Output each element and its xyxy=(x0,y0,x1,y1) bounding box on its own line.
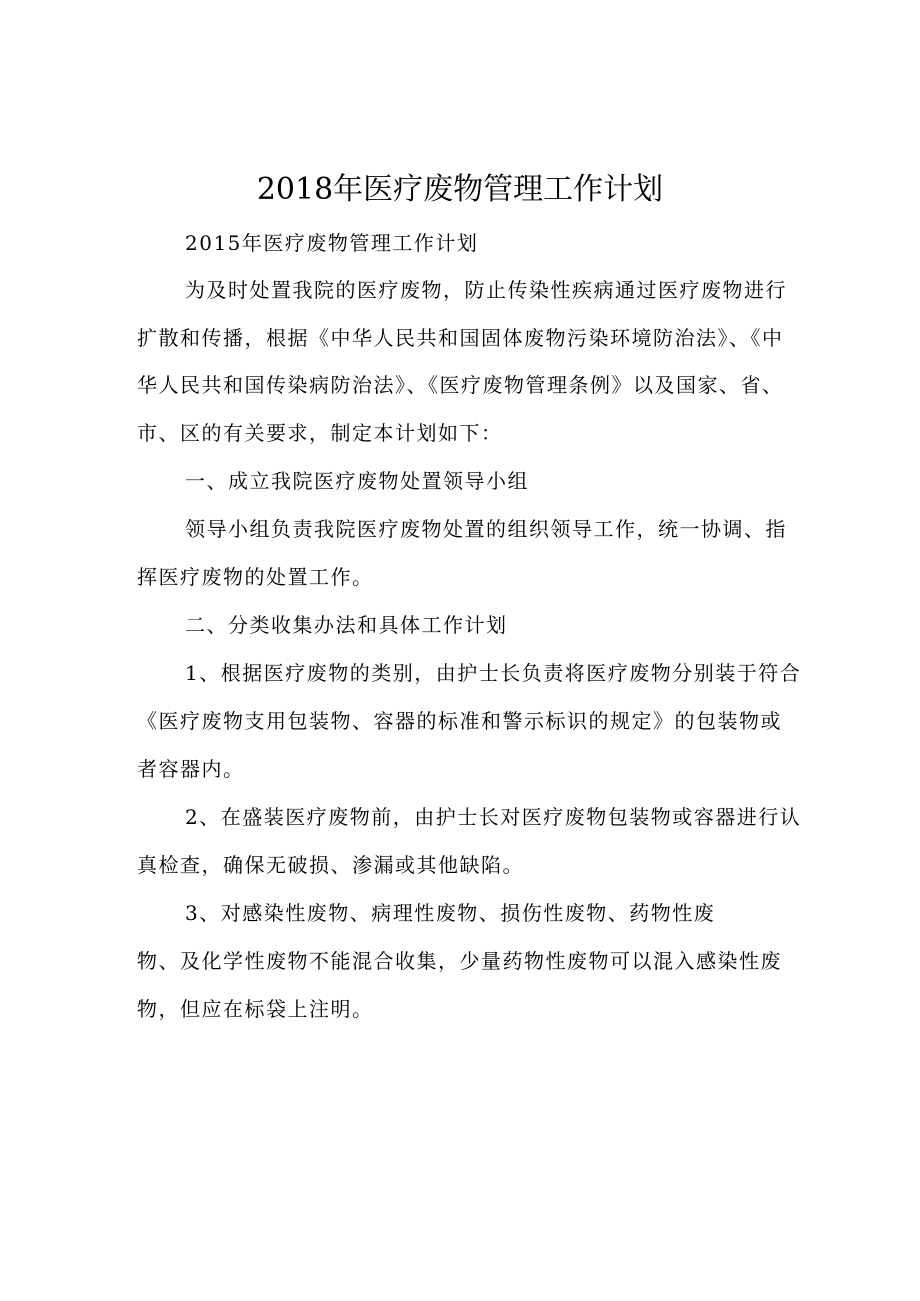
paragraph-2-line-1: 领导小组负责我院医疗废物处置的组织领导工作，统一协调、指 xyxy=(185,517,787,541)
item-3-line-2: 物、及化学性废物不能混合收集，少量药物性废物可以混入感染性废 xyxy=(137,949,782,973)
item-1-line-1: 1、根据医疗废物的类别，由护士长负责将医疗废物分别装于符合 xyxy=(185,661,802,685)
document-title: 2018年医疗废物管理工作计划 xyxy=(256,172,664,207)
section-heading-2: 二、分类收集办法和具体工作计划 xyxy=(185,613,508,637)
item-1-line-3: 者容器内。 xyxy=(137,757,245,781)
paragraph-1-line-2: 扩散和传播，根据《中华人民共和国固体废物污染环境防治法》、《中 xyxy=(137,326,784,350)
paragraph-2-line-2: 挥医疗废物的处置工作。 xyxy=(137,565,374,589)
section-heading-1: 一、成立我院医疗废物处置领导小组 xyxy=(185,469,529,493)
paragraph-1-line-1: 为及时处置我院的医疗废物，防止传染性疾病通过医疗废物进行 xyxy=(185,278,787,302)
item-3-line-3: 物，但应在标袋上注明。 xyxy=(137,997,374,1021)
item-2-line-2: 真检查，确保无破损、渗漏或其他缺陷。 xyxy=(137,853,524,877)
paragraph-1-line-4: 市、区的有关要求，制定本计划如下： xyxy=(137,421,503,445)
item-3-line-1: 3、对感染性废物、病理性废物、损伤性废物、药物性废 xyxy=(185,901,716,925)
item-1-line-2: 《医疗废物支用包装物、容器的标准和警示标识的规定》的包装物或 xyxy=(137,709,782,733)
paragraph-1-line-3: 华人民共和国传染病防治法》、《医疗废物管理条例》以及国家、省、 xyxy=(137,373,784,397)
item-2-line-1: 2、在盛装医疗废物前，由护士长对医疗废物包装物或容器进行认 xyxy=(185,805,802,829)
document-subtitle: 2015年医疗废物管理工作计划 xyxy=(185,231,479,255)
